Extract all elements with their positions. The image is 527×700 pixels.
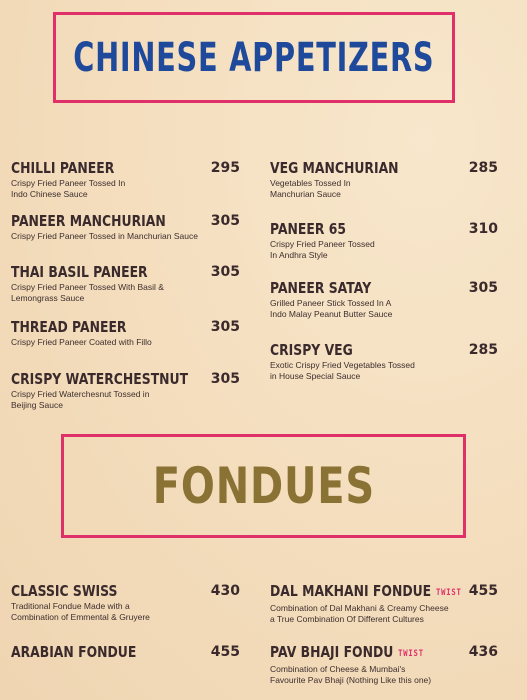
chinese-appetizers-title: CHINESE APPETIZERS xyxy=(73,34,435,81)
menu-item-classic-swiss xyxy=(11,582,240,622)
item-price: 455 xyxy=(210,644,240,660)
item-price: 285 xyxy=(468,342,498,358)
item-price: 305 xyxy=(468,280,498,296)
item-description: Grilled Paneer Stick Tossed In A Indo Malay Peanut Butter Sauce xyxy=(270,298,393,319)
item-price: 305 xyxy=(210,319,240,335)
menu-item-arabian-fondue xyxy=(11,643,240,662)
item-description: Crispy Fried Paneer Coated with Fillo xyxy=(11,337,152,347)
fondues-banner xyxy=(61,434,466,538)
item-price: 436 xyxy=(468,644,498,660)
item-price: 295 xyxy=(210,160,240,176)
item-description: Vegetables Tossed In Manchurian Sauce xyxy=(270,178,351,199)
item-description: Crispy Fried Paneer Tossed In Indo Chinese Sauce xyxy=(11,178,126,199)
item-name xyxy=(270,643,424,664)
item-name: CRISPY WATERCHESTNUT xyxy=(11,370,189,388)
item-name: THAI BASIL PANEER xyxy=(11,263,148,281)
item-name: CRISPY VEG xyxy=(270,341,353,359)
menu-item-paneer-65 xyxy=(270,220,498,260)
item-price: 455 xyxy=(468,583,498,599)
item-name: PANEER MANCHURIAN xyxy=(11,212,166,230)
item-name: CHILLI PANEER xyxy=(11,159,115,177)
item-price: 430 xyxy=(210,583,240,599)
menu-item-paneer-manchurian xyxy=(11,212,240,242)
item-description: Crispy Fried Paneer Tossed In Andhra Style xyxy=(270,239,375,260)
menu-item-veg-manchurian xyxy=(270,159,498,199)
twist-badge: TWIST xyxy=(398,649,424,659)
item-price: 310 xyxy=(468,221,498,237)
item-description: Crispy Fried Paneer Tossed in Manchurian Sauce xyxy=(11,231,198,241)
item-description: Combination of Cheese & Mumbai's Favourite Pav Bhaji (Nothing Like this one) xyxy=(270,664,432,685)
item-price: 305 xyxy=(210,371,240,387)
menu-item-pav-bhaji-fondu xyxy=(270,643,498,685)
menu-item-thread-paneer xyxy=(11,318,240,348)
item-description: Combination of Dal Makhani & Creamy Cheese a True Combination Of Different Cultures xyxy=(270,603,449,624)
twist-badge: TWIST xyxy=(435,588,462,598)
item-name: THREAD PANEER xyxy=(11,318,127,336)
menu-item-crispy-waterchestnut xyxy=(11,370,240,410)
item-price: 305 xyxy=(210,264,240,280)
item-description: Crispy Fried Waterchesnut Tossed in Beijing Sauce xyxy=(11,389,150,410)
menu-item-thai-basil-paneer xyxy=(11,263,240,303)
fondues-title: FONDUES xyxy=(152,457,375,515)
menu-item-crispy-veg xyxy=(270,341,498,381)
item-name: ARABIAN FONDUE xyxy=(11,643,137,661)
item-price: 285 xyxy=(468,160,498,176)
menu-item-dal-makhani-fondue xyxy=(270,582,498,624)
item-description: Crispy Fried Paneer Tossed With Basil & Lemongrass Sauce xyxy=(11,282,164,303)
chinese-appetizers-banner xyxy=(53,12,455,103)
item-name-text: PAV BHAJI FONDU xyxy=(270,643,394,661)
item-description: Exotic Crispy Fried Vegetables Tossed in House Special Sauce xyxy=(270,360,415,381)
item-description: Traditional Fondue Made with a Combination of Emmental & Gruyere xyxy=(11,601,150,622)
item-name-text: DAL MAKHANI FONDUE xyxy=(270,582,432,600)
item-name: PANEER 65 xyxy=(270,220,346,238)
menu-item-paneer-satay xyxy=(270,279,498,319)
item-name: PANEER SATAY xyxy=(270,279,372,297)
item-name xyxy=(270,582,462,603)
item-price: 305 xyxy=(210,213,240,229)
item-name: VEG MANCHURIAN xyxy=(270,159,399,177)
menu-item-chilli-paneer xyxy=(11,159,240,199)
item-name: CLASSIC SWISS xyxy=(11,582,118,600)
